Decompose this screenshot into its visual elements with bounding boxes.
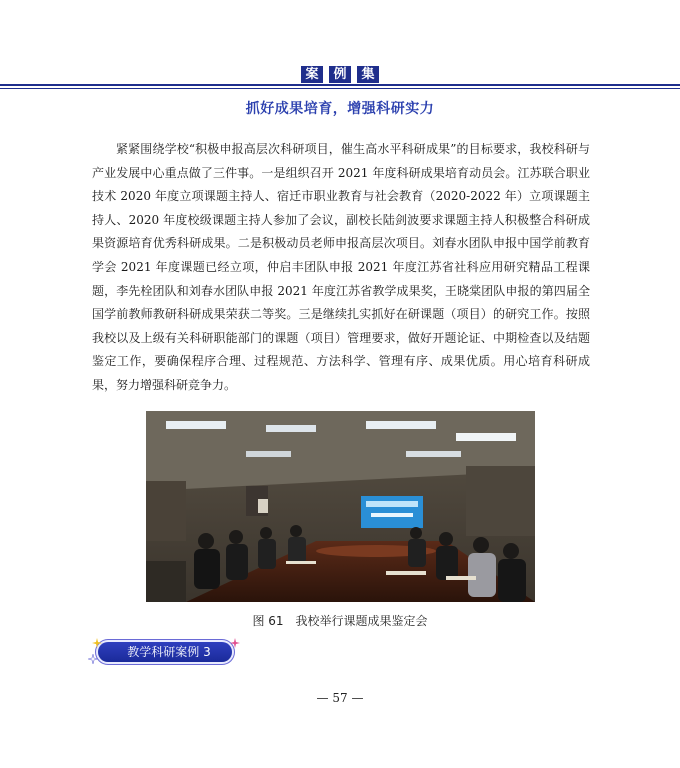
article-title: 抓好成果培育，增强科研实力 bbox=[245, 101, 435, 117]
section-badge bbox=[88, 640, 242, 664]
header-tag: 案 bbox=[301, 66, 323, 83]
header-category-tags bbox=[301, 66, 379, 83]
header-tag: 集 bbox=[357, 66, 379, 83]
article-body: 紧紧围绕学校“积极申报高层次科研项目，催生高水平科研成果”的目标要求，我校科研与产业发展中心重点做了三件事。一是组织召开 2021 年度科研成果培育动员会。江苏联合职业技术 2020 年度立项课题主持人、宿迁市职业教育与社会教育（2020-2022 年）立项课题主持人、2020 年度校级课题主持人参加了会议，副校长陆剑波要求课题主持人积极整合科研成果资源培育优秀科研成果。二是积极动员老师申报高层次项目。刘春水团队申报中国学前教育学会 2021 年度课题已经立项，仲启丰团队申报 2021 年度江苏省社科应用研究精品工程课题，李先栓团队和刘春水团队申报 2021 年度江苏省教学成果奖，王晓棠团队申报的第四届全国学前教师教研科研成果荣获二等奖。三是继续扎实抓好在研课题（项目）的研究工作。按照我校以及上级有关科研职能部门的课题（项目）管理要求，做好开题论证、中期检查以及结题鉴定工作，要确保程序合理、过程规范、方法科学、管理有序、成果优质。用心培育科研成果，努力增强科研竞争力。 bbox=[92, 142, 590, 392]
meeting-photo-image bbox=[146, 411, 535, 602]
figure-caption: 图 61 我校举行课题成果鉴定会 bbox=[252, 614, 428, 628]
meeting-photo bbox=[146, 411, 535, 602]
header-rule bbox=[0, 84, 680, 86]
sparkle-icon bbox=[92, 638, 102, 648]
header-tag: 例 bbox=[329, 66, 351, 83]
page-number: — 57 — bbox=[316, 691, 364, 705]
header-rule-thin bbox=[0, 88, 680, 89]
sparkle-icon bbox=[88, 654, 98, 664]
section-badge-label: 教学科研案例 3 bbox=[127, 645, 211, 659]
